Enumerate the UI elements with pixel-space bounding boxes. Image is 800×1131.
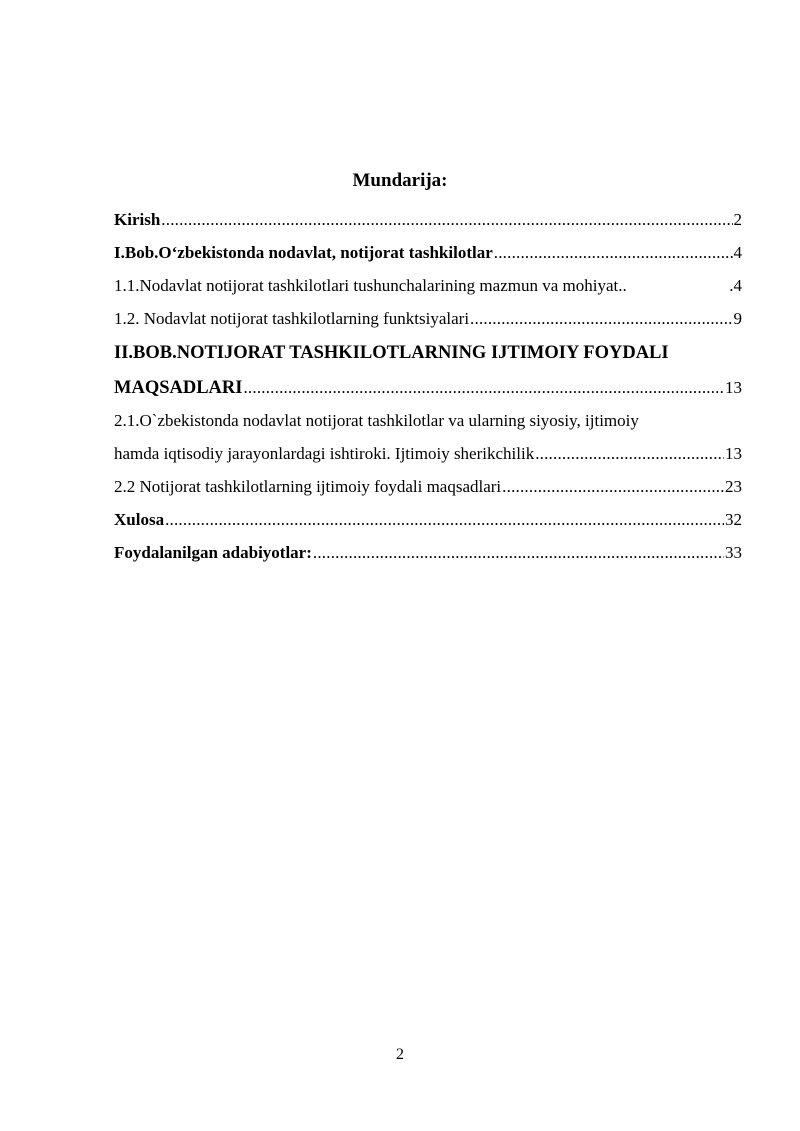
toc-leader-dots — [165, 503, 724, 536]
toc-entry-label: I.Bob.O‘zbekistonda nodavlat, notijorat tashkilotlar — [114, 243, 493, 262]
toc-entry-references[interactable] — [114, 536, 742, 569]
toc-leader-dots — [535, 437, 724, 470]
toc-entry-section-1-1[interactable] — [114, 269, 742, 302]
toc-entry-section-2-1-line-2[interactable] — [114, 437, 742, 470]
toc-entry-page: 9 — [733, 309, 742, 328]
toc-entry-page: 2 — [733, 210, 742, 229]
toc-entry-label: 1.1.Nodavlat notijorat tashkilotlari tushunchalarining mazmun va mohiyat.. — [114, 276, 627, 295]
toc-entry-label: 2.2 Notijorat tashkilotlarning ijtimoiy foydali maqsadlari — [114, 477, 502, 496]
toc-entry-page: .4 — [729, 276, 742, 295]
toc-entry-label: 2.1.O`zbekistonda nodavlat notijorat tashkilotlar va ularning siyosiy, ijtimoiy — [114, 411, 639, 430]
toc-leader-dots — [494, 236, 733, 269]
toc-entry-label: Kirish — [114, 210, 161, 229]
toc-entry-page: 4 — [733, 243, 742, 262]
toc-entry-chapter-1[interactable] — [114, 236, 742, 269]
toc-entry-page: 23 — [725, 477, 742, 496]
toc-entry-xulosa[interactable] — [114, 503, 742, 536]
toc-entry-label: Xulosa — [114, 510, 165, 529]
toc-entry-chapter-2-line-1[interactable] — [114, 335, 742, 371]
toc-entry-section-2-1-line-1[interactable] — [114, 404, 742, 437]
toc-entry-label: Foydalanilgan adabiyotlar: — [114, 543, 312, 562]
toc-entry-chapter-2-line-2[interactable] — [114, 371, 742, 404]
toc-entry-label: II.BOB.NOTIJORAT TASHKILOTLARNING IJTIMOIY FOYDALI — [114, 343, 669, 363]
toc-entry-label: MAQSADLARI — [114, 378, 243, 398]
toc-entry-page: 32 — [725, 510, 742, 529]
toc-entry-page: 33 — [725, 543, 742, 562]
toc-leader-dots — [243, 371, 724, 404]
toc-leader-dots — [161, 203, 732, 236]
toc-entry-label: hamda iqtisodiy jarayonlardagi ishtiroki. Ijtimoiy sherikchilik — [114, 444, 535, 463]
toc-entry-section-1-2[interactable] — [114, 302, 742, 335]
toc-title: Mundarija: — [352, 170, 448, 191]
toc-leader-dots — [502, 470, 724, 503]
toc-leader-dots — [470, 302, 732, 335]
page-number: 2 — [396, 1046, 404, 1063]
toc-entry-page: 13 — [725, 444, 742, 463]
toc-entry-page: 13 — [725, 378, 742, 397]
toc-entry-section-2-2[interactable] — [114, 470, 742, 503]
toc-leader-dots — [313, 536, 724, 569]
toc-entry-label: 1.2. Nodavlat notijorat tashkilotlarning funktsiyalari — [114, 309, 470, 328]
table-of-contents — [114, 203, 742, 569]
toc-entry-kirish[interactable] — [114, 203, 742, 236]
